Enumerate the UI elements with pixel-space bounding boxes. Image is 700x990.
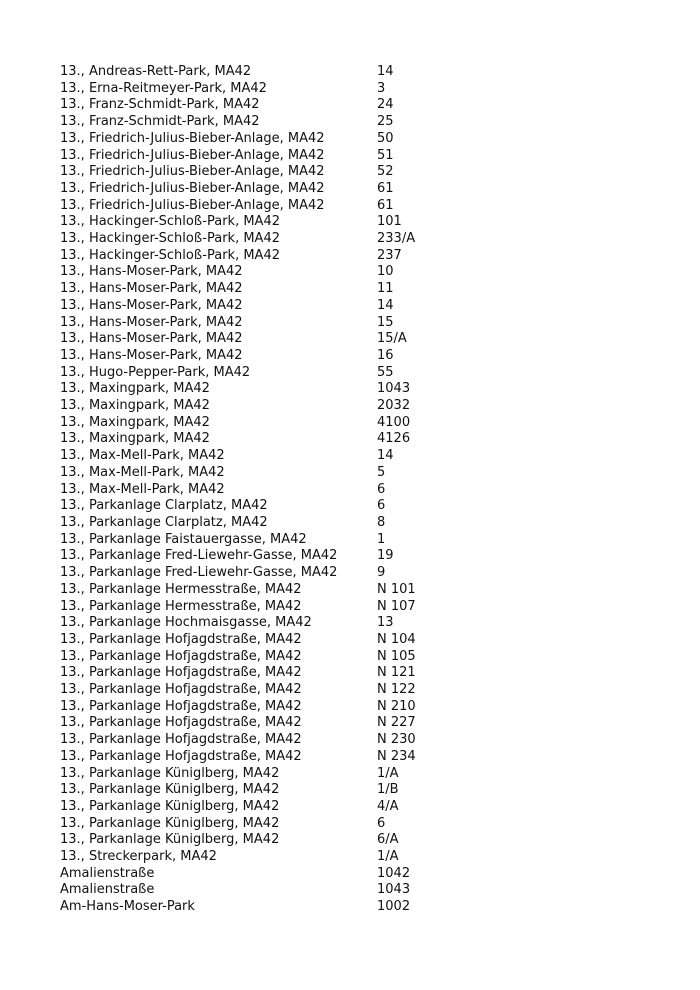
location-name: Am-Hans-Moser-Park — [60, 899, 195, 915]
location-name: 13., Streckerpark, MA42 — [60, 849, 217, 865]
location-name: 13., Maxingpark, MA42 — [60, 398, 210, 414]
location-name: 13., Maxingpark, MA42 — [60, 414, 210, 430]
table-row — [60, 532, 477, 549]
location-number: 1043 — [377, 381, 411, 397]
table-row — [60, 715, 477, 732]
location-name: 13., Franz-Schmidt-Park, MA42 — [60, 114, 260, 130]
location-name: 13., Parkanlage Küniglberg, MA42 — [60, 832, 280, 848]
location-name: 13., Friedrich-Julius-Bieber-Anlage, MA42 — [60, 164, 325, 180]
table-row — [60, 331, 477, 348]
table-row — [60, 114, 477, 131]
location-number: 50 — [377, 130, 394, 146]
location-name: 13., Parkanlage Fred-Liewehr-Gasse, MA42 — [60, 548, 338, 564]
table-row — [60, 749, 477, 766]
table-row — [60, 415, 477, 432]
location-name: 13., Friedrich-Julius-Bieber-Anlage, MA42 — [60, 180, 325, 196]
location-number: 101 — [377, 214, 402, 230]
location-number: 1043 — [377, 882, 411, 898]
location-number: 4/A — [377, 798, 399, 814]
location-name: 13., Hans-Moser-Park, MA42 — [60, 347, 243, 363]
table-row — [60, 365, 477, 382]
location-name: 13., Erna-Reitmeyer-Park, MA42 — [60, 80, 267, 96]
location-number: 15/A — [377, 331, 407, 347]
table-row — [60, 899, 477, 916]
location-name: Amalienstraße — [60, 882, 155, 898]
table-row — [60, 699, 477, 716]
location-name: 13., Hugo-Pepper-Park, MA42 — [60, 364, 251, 380]
location-name: 13., Parkanlage Hermesstraße, MA42 — [60, 598, 302, 614]
table-row — [60, 832, 477, 849]
location-name: 13., Friedrich-Julius-Bieber-Anlage, MA42 — [60, 147, 325, 163]
location-name: 13., Max-Mell-Park, MA42 — [60, 481, 225, 497]
location-number: 5 — [377, 464, 386, 480]
location-name: 13., Hackinger-Schloß-Park, MA42 — [60, 231, 280, 247]
location-number: 6 — [377, 815, 386, 831]
listing-body — [60, 64, 477, 916]
location-number: 19 — [377, 548, 394, 564]
table-row — [60, 649, 477, 666]
table-row — [60, 81, 477, 98]
table-row — [60, 248, 477, 265]
location-number: 237 — [377, 247, 402, 263]
location-number: 1042 — [377, 865, 411, 881]
location-number: 52 — [377, 164, 394, 180]
location-number: 11 — [377, 281, 394, 297]
table-row — [60, 732, 477, 749]
location-number: 25 — [377, 114, 394, 130]
location-name: 13., Hans-Moser-Park, MA42 — [60, 314, 243, 330]
location-number: 13 — [377, 615, 394, 631]
location-number: 1002 — [377, 899, 411, 915]
table-row — [60, 164, 477, 181]
location-name: 13., Parkanlage Faistauergasse, MA42 — [60, 531, 307, 547]
table-row — [60, 599, 477, 616]
location-name: 13., Hackinger-Schloß-Park, MA42 — [60, 214, 280, 230]
location-number: 2032 — [377, 398, 411, 414]
location-name: 13., Hans-Moser-Park, MA42 — [60, 281, 243, 297]
location-number: 61 — [377, 197, 394, 213]
location-number: N 122 — [377, 682, 416, 698]
location-name: 13., Friedrich-Julius-Bieber-Anlage, MA42 — [60, 130, 325, 146]
table-row — [60, 682, 477, 699]
table-row — [60, 849, 477, 866]
location-number: 61 — [377, 180, 394, 196]
table-row — [60, 231, 477, 248]
table-row — [60, 315, 477, 332]
location-name: 13., Hans-Moser-Park, MA42 — [60, 331, 243, 347]
location-number: N 121 — [377, 665, 416, 681]
location-number: N 230 — [377, 732, 416, 748]
park-listing-table — [60, 64, 477, 916]
table-row — [60, 298, 477, 315]
table-row — [60, 131, 477, 148]
location-number: 6 — [377, 498, 386, 514]
table-row — [60, 181, 477, 198]
location-number: 6 — [377, 481, 386, 497]
table-row — [60, 565, 477, 582]
table-row — [60, 498, 477, 515]
location-name: 13., Parkanlage Hofjagdstraße, MA42 — [60, 698, 302, 714]
location-name: 13., Parkanlage Hofjagdstraße, MA42 — [60, 748, 302, 764]
location-name: Amalienstraße — [60, 865, 155, 881]
location-number: 15 — [377, 314, 394, 330]
table-row — [60, 448, 477, 465]
location-name: 13., Hackinger-Schloß-Park, MA42 — [60, 247, 280, 263]
location-number: N 101 — [377, 581, 416, 597]
location-name: 13., Hans-Moser-Park, MA42 — [60, 297, 243, 313]
table-row — [60, 866, 477, 883]
table-row — [60, 398, 477, 415]
location-number: 4126 — [377, 431, 411, 447]
location-name: 13., Parkanlage Hofjagdstraße, MA42 — [60, 665, 302, 681]
table-row — [60, 665, 477, 682]
location-name: 13., Maxingpark, MA42 — [60, 381, 210, 397]
location-name: 13., Friedrich-Julius-Bieber-Anlage, MA42 — [60, 197, 325, 213]
location-number: 8 — [377, 514, 386, 530]
location-number: 9 — [377, 565, 386, 581]
location-number: 55 — [377, 364, 394, 380]
location-number: 51 — [377, 147, 394, 163]
location-name: 13., Parkanlage Clarplatz, MA42 — [60, 498, 268, 514]
table-row — [60, 782, 477, 799]
table-row — [60, 766, 477, 783]
location-number: N 107 — [377, 598, 416, 614]
location-name: 13., Hans-Moser-Park, MA42 — [60, 264, 243, 280]
table-row — [60, 148, 477, 165]
table-row — [60, 632, 477, 649]
table-row — [60, 214, 477, 231]
location-name: 13., Parkanlage Küniglberg, MA42 — [60, 765, 280, 781]
table-row — [60, 198, 477, 215]
table-row — [60, 431, 477, 448]
location-name: 13., Max-Mell-Park, MA42 — [60, 448, 225, 464]
location-name: 13., Parkanlage Hofjagdstraße, MA42 — [60, 631, 302, 647]
location-number: 1 — [377, 531, 386, 547]
location-number: N 210 — [377, 698, 416, 714]
table-row — [60, 816, 477, 833]
table-row — [60, 482, 477, 499]
location-name: 13., Parkanlage Hofjagdstraße, MA42 — [60, 715, 302, 731]
table-row — [60, 97, 477, 114]
location-number: 14 — [377, 297, 394, 313]
location-number: 14 — [377, 64, 394, 79]
location-name: 13., Parkanlage Hochmaisgasse, MA42 — [60, 615, 312, 631]
location-number: 1/A — [377, 849, 399, 865]
table-row — [60, 465, 477, 482]
location-number: 24 — [377, 97, 394, 113]
location-number: 16 — [377, 347, 394, 363]
location-name: 13., Parkanlage Küniglberg, MA42 — [60, 798, 280, 814]
location-name: 13., Parkanlage Hofjagdstraße, MA42 — [60, 648, 302, 664]
location-number: 233/A — [377, 231, 416, 247]
table-row — [60, 582, 477, 599]
location-number: N 105 — [377, 648, 416, 664]
location-name: 13., Franz-Schmidt-Park, MA42 — [60, 97, 260, 113]
location-name: 13., Maxingpark, MA42 — [60, 431, 210, 447]
location-number: 1/B — [377, 782, 399, 798]
location-number: 14 — [377, 448, 394, 464]
location-name: 13., Parkanlage Küniglberg, MA42 — [60, 782, 280, 798]
table-row — [60, 548, 477, 565]
location-number: 6/A — [377, 832, 399, 848]
table-row — [60, 281, 477, 298]
location-name: 13., Max-Mell-Park, MA42 — [60, 464, 225, 480]
location-number: 1/A — [377, 765, 399, 781]
table-row — [60, 515, 477, 532]
location-name: 13., Parkanlage Hofjagdstraße, MA42 — [60, 732, 302, 748]
table-row — [60, 264, 477, 281]
location-name: 13., Parkanlage Hofjagdstraße, MA42 — [60, 682, 302, 698]
table-row — [60, 64, 477, 81]
location-name: 13., Parkanlage Hermesstraße, MA42 — [60, 581, 302, 597]
location-name: 13., Andreas-Rett-Park, MA42 — [60, 64, 252, 79]
table-row — [60, 615, 477, 632]
location-name: 13., Parkanlage Clarplatz, MA42 — [60, 514, 268, 530]
location-number: N 104 — [377, 631, 416, 647]
location-number: N 234 — [377, 748, 416, 764]
table-row — [60, 882, 477, 899]
location-name: 13., Parkanlage Fred-Liewehr-Gasse, MA42 — [60, 565, 338, 581]
table-row — [60, 381, 477, 398]
location-number: N 227 — [377, 715, 416, 731]
table-row — [60, 348, 477, 365]
location-number: 3 — [377, 80, 386, 96]
location-name: 13., Parkanlage Küniglberg, MA42 — [60, 815, 280, 831]
location-number: 10 — [377, 264, 394, 280]
location-number: 4100 — [377, 414, 411, 430]
table-row — [60, 799, 477, 816]
